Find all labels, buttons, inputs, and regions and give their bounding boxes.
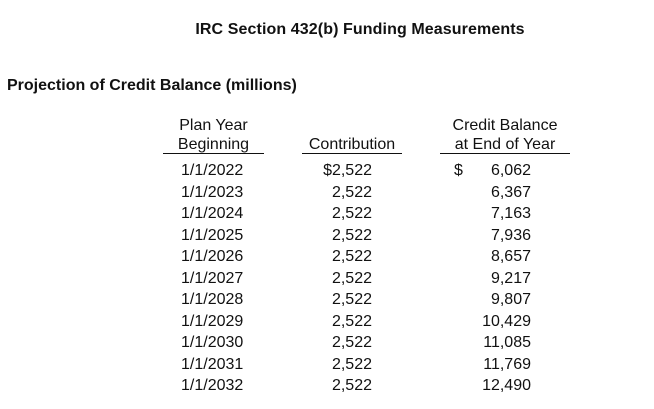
contribution-cell: $2,522: [323, 162, 372, 179]
contribution-cell: 2,522: [331, 269, 372, 287]
plan-year-cell: 1/1/2025: [181, 226, 244, 244]
currency-symbol: $: [454, 162, 463, 179]
header-plan-year-underline: [163, 153, 264, 154]
table-row: [0, 184, 654, 206]
header-plan-year-line-1: Plan Year: [179, 117, 248, 134]
credit-balance-cell: 6,062: [490, 162, 531, 179]
contribution-cell: 2,522: [331, 334, 372, 351]
contribution-cell: 2,522: [331, 183, 372, 201]
header-plan-year: [163, 116, 264, 154]
table-row: [0, 227, 654, 249]
contribution-cell: 2,522: [331, 205, 372, 222]
plan-year-cell: 1/1/2030: [181, 334, 244, 351]
plan-year-cell: 1/1/2026: [181, 248, 244, 265]
credit-balance-cell: 11,769: [483, 355, 531, 373]
header-credit-balance: [440, 116, 570, 154]
plan-year-cell: 1/1/2029: [181, 312, 244, 330]
table-row: [0, 270, 654, 292]
header-contribution-line-1: Contribution: [308, 136, 396, 153]
credit-balance-cell: 7,163: [490, 205, 531, 222]
header-credit-balance-underline: [440, 153, 570, 154]
contribution-cell: 2,522: [331, 377, 372, 394]
plan-year-cell: 1/1/2023: [181, 183, 244, 201]
header-credit-balance-line-2: at End of Year: [454, 136, 556, 153]
contribution-cell: 2,522: [331, 291, 372, 308]
table-row: [0, 162, 654, 184]
credit-balance-cell: 8,657: [490, 248, 531, 265]
table-row: [0, 248, 654, 270]
plan-year-cell: 1/1/2031: [181, 355, 244, 373]
contribution-cell: 2,522: [331, 312, 372, 330]
header-contribution-underline: [302, 153, 402, 154]
header-plan-year-line-2: Beginning: [177, 136, 250, 153]
credit-balance-cell: 9,807: [490, 291, 531, 308]
table-row: [0, 377, 654, 399]
credit-balance-cell: 9,217: [490, 269, 531, 287]
table-row: [0, 291, 654, 313]
credit-balance-cell: 11,085: [483, 334, 531, 351]
credit-balance-cell: 6,367: [490, 183, 531, 201]
contribution-cell: 2,522: [331, 226, 372, 244]
document-title: IRC Section 432(b) Funding Measurements: [195, 21, 525, 38]
plan-year-cell: 1/1/2032: [181, 377, 244, 394]
table-row: [0, 205, 654, 227]
section-heading: Projection of Credit Balance (millions): [7, 77, 297, 94]
plan-year-cell: 1/1/2022: [181, 162, 244, 179]
contribution-cell: 2,522: [331, 355, 372, 373]
plan-year-cell: 1/1/2027: [181, 269, 244, 287]
table-row: [0, 356, 654, 378]
credit-balance-cell: 12,490: [482, 377, 531, 394]
credit-balance-cell: 10,429: [482, 312, 531, 330]
table-body: [0, 162, 654, 399]
table-row: [0, 334, 654, 356]
plan-year-cell: 1/1/2024: [181, 205, 244, 222]
header-contribution: [302, 135, 402, 154]
credit-balance-cell: 7,936: [490, 226, 531, 244]
table-row: [0, 313, 654, 335]
header-credit-balance-line-1: Credit Balance: [452, 117, 558, 134]
contribution-cell: 2,522: [331, 248, 372, 265]
plan-year-cell: 1/1/2028: [181, 291, 244, 308]
